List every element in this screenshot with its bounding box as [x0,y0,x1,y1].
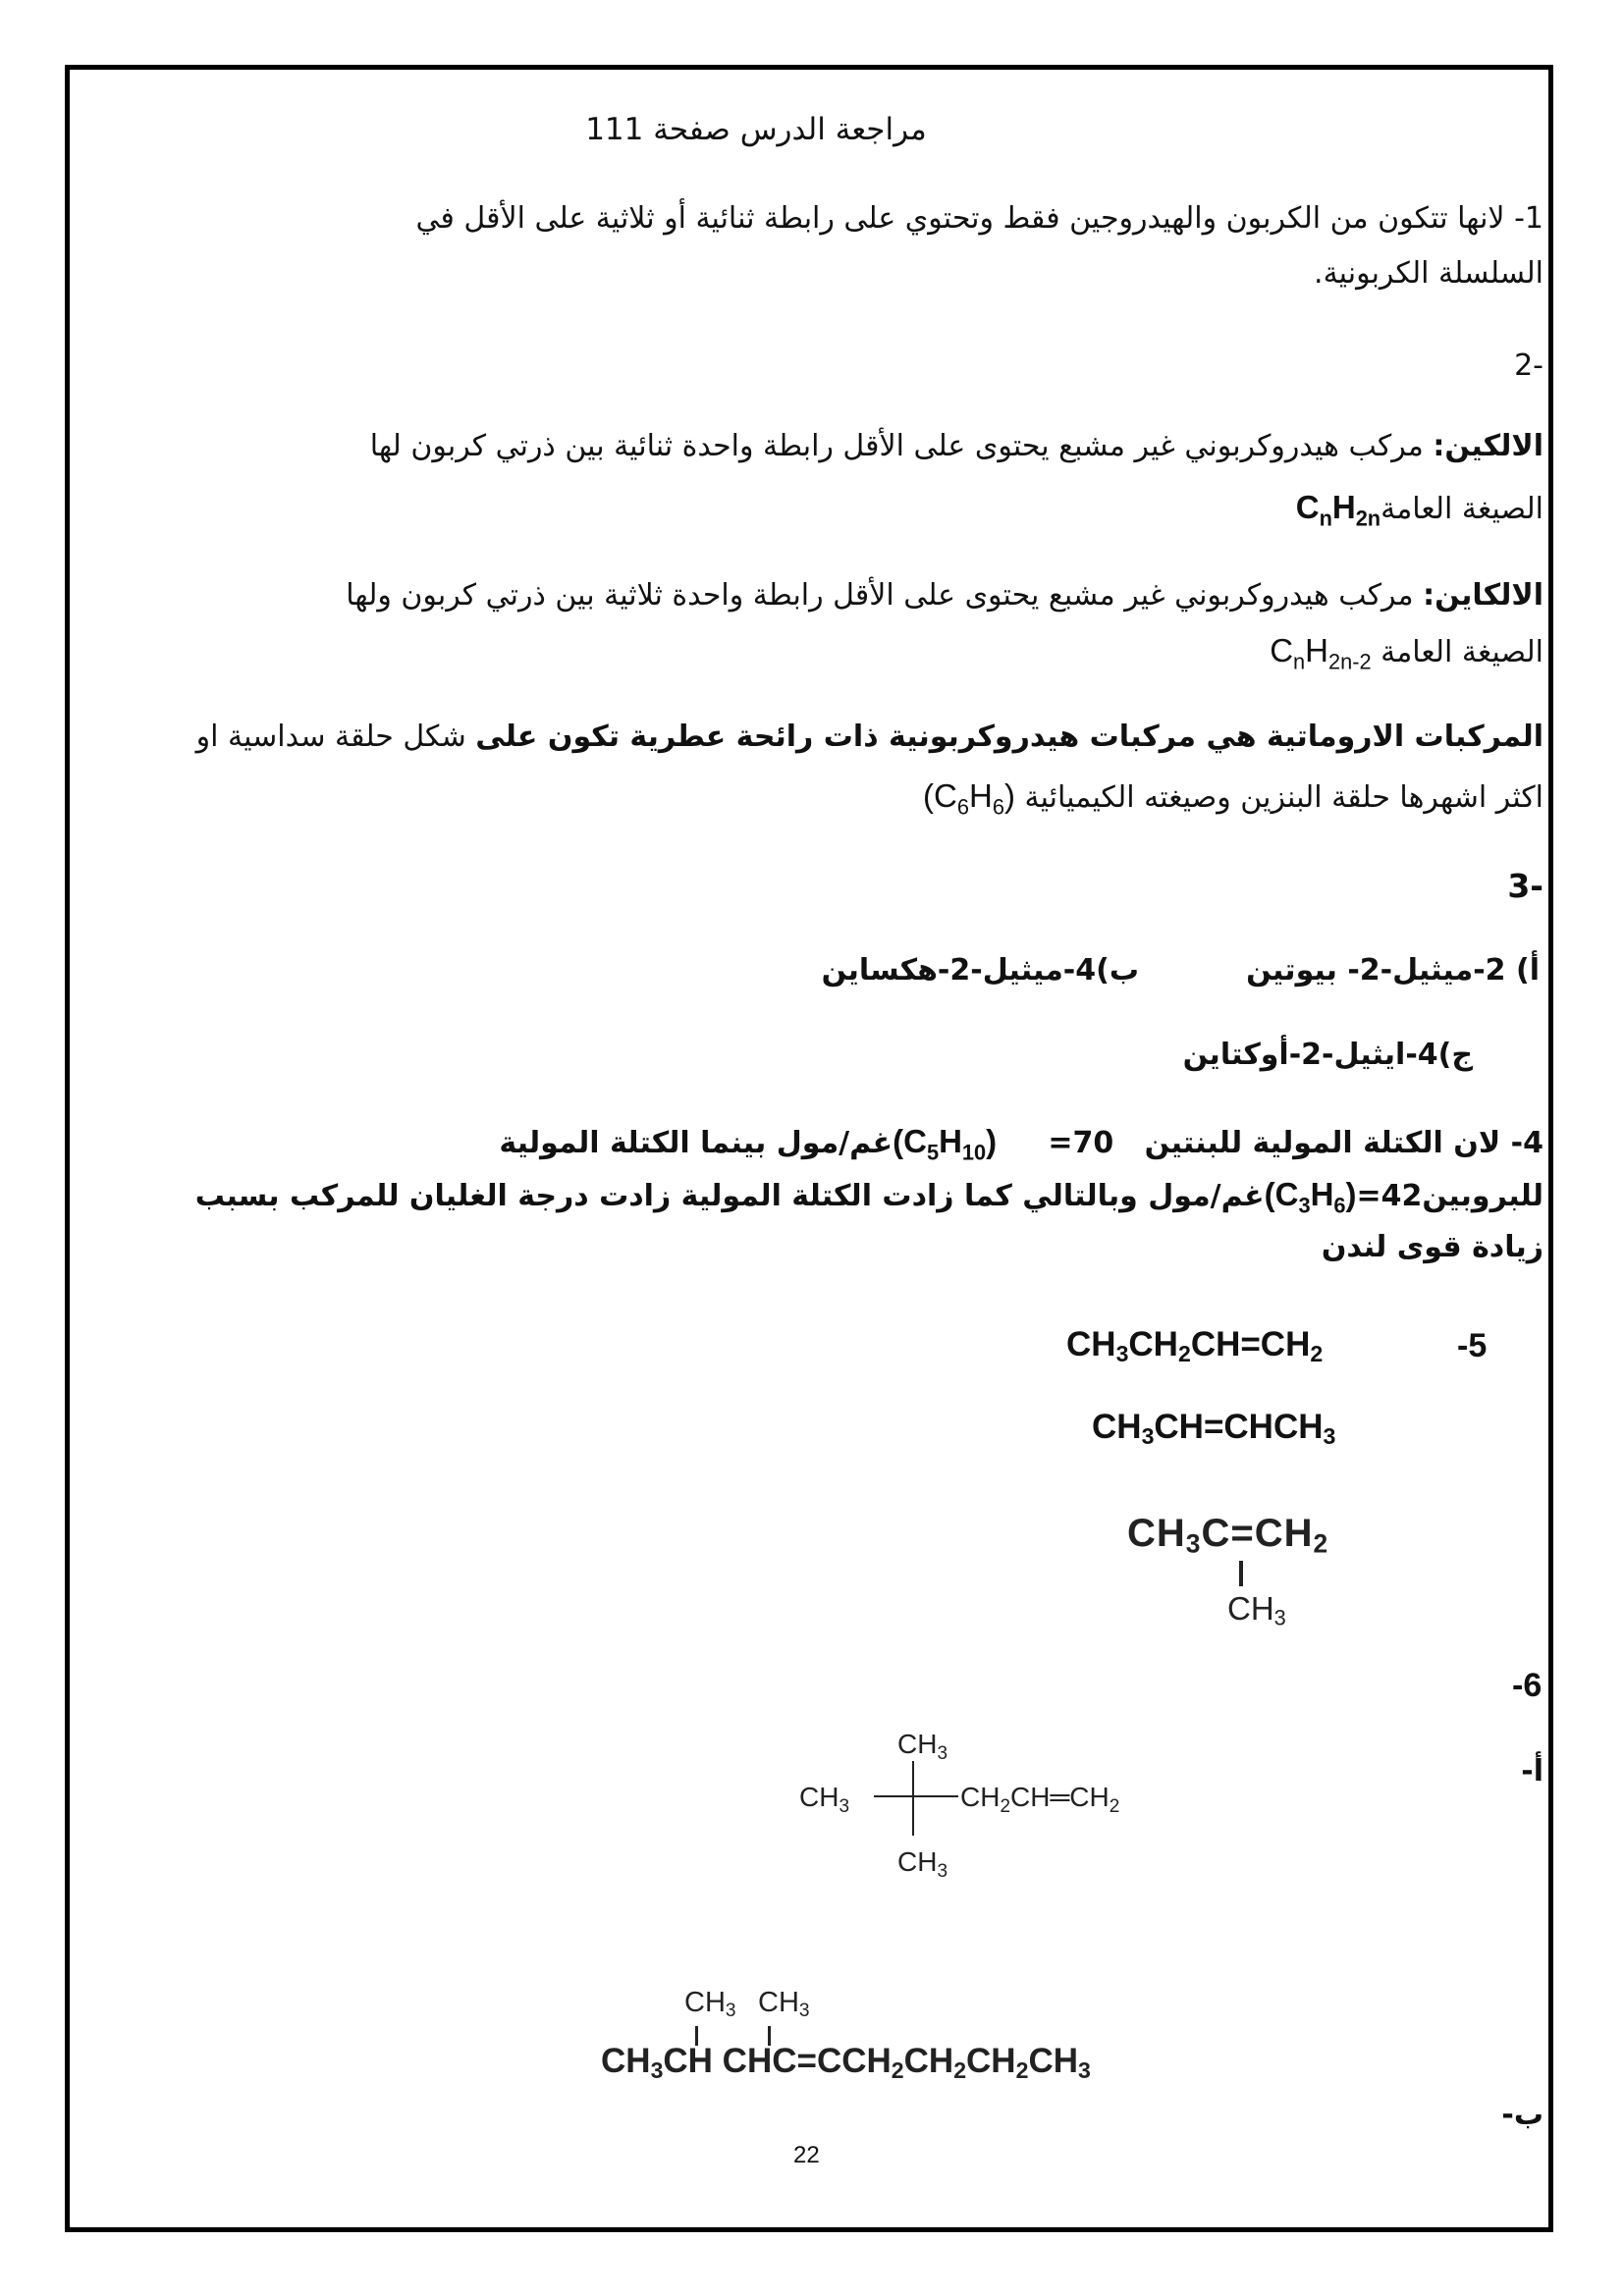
q6-a-label: أ- [1521,1754,1543,1789]
q6-b-label: ب- [1501,2098,1543,2132]
alkene-formula-line [687,481,1543,545]
q6-number: -6 [1512,1667,1543,1704]
a-bottom-group: $CH_3$ [897,1846,948,1882]
q4-line2-rest: =42غم/مول وبالتالي كما زادت الكتلة المولية زادت درجة الغليان للمركب بسبب [194,1179,1423,1213]
q1-line1: 1- لانها تتكون من الكربون والهيدروجين فقط وتحتوي على رابطة ثنائية أو ثلاثية على الأقل في [415,201,1543,236]
q4-line2-prefix: للبروبين [1422,1179,1543,1213]
aromatic-line2 [687,770,1543,833]
a-left-group: $CH_3$ [799,1782,850,1817]
alkene-formula-label: الصيغة العامة [1380,492,1543,526]
alkyne-formula-line [687,624,1543,688]
q3-answer-b: ب)4-ميثيل-2-هكساين [821,953,1139,988]
q3-number: -3 [1507,867,1543,905]
q5-formula-1: $CH_3CH_2CH=CH_2$ [1066,1325,1324,1366]
q5-formula-3-branch: $CH_3$ [1227,1590,1286,1630]
alkyne-text: مركب هيدروكربوني غير مشبع يحتوى على الأقل رابطة واحدة ثلاثية بين ذرتي كربون ولها [346,578,1424,613]
q3-answer-a: أ) 2-ميثيل-2- بيوتين [1246,953,1540,988]
q4-line1-value: =70غم/مول بينما الكتلة المولية [499,1126,1114,1160]
page-title: مراجعة الدرس صفحة 111 [585,112,927,147]
propene-formula: $(C_3H_6)$ [1264,1176,1357,1218]
q4-line3: زيادة قوى لندن [1321,1230,1543,1264]
alkyne-formula-label: الصيغة العامة [1380,635,1543,669]
pentene-formula: $(C_5H_{10})$ [893,1123,998,1165]
q4-line1-text: 4- لان الكتلة المولية للبنتين [1144,1126,1543,1160]
alkene-definition [128,420,1543,472]
q6-b-branch-2: $CH_3$ [758,1987,810,2021]
aromatic-rest: شكل حلقة سداسية او [195,720,476,754]
q5-formula-3-main: $CH_3C=CH_2$ [1127,1512,1329,1559]
alkyne-label: الالكاين: [1423,578,1543,613]
q6-a-structure [785,1728,1198,1895]
aromatic-line2-text: اكثر اشهرها حلقة البنزين وصيغته الكيميائية [1024,780,1543,815]
q6-b-main-chain: $CH_3CH$ $CHC=CCH_2CH_2CH_2CH_3$ [601,2042,1091,2083]
benzene-formula: $(C_6H_6)$ [923,777,1015,820]
alkene-text: مركب هيدروكربوني غير مشبع يحتوى على الأقل رابطة واحدة ثنائية بين ذرتي كربون لها [369,429,1434,463]
alkene-general-formula: $C_nH_{2n}$ [1295,489,1381,531]
aromatic-definition [128,711,1543,763]
page-number: 22 [793,2142,820,2168]
a-top-group: $CH_3$ [897,1729,948,1764]
alkene-label: الالكين: [1433,429,1543,463]
q5-number: -5 [1457,1327,1488,1364]
q1-line2: السلسلة الكربونية. [1314,256,1543,291]
q6-b-branch-1: $CH_3$ [684,1987,736,2021]
alkyne-general-formula: $C_nH_{2n-2}$ [1270,632,1372,674]
q2-number: -2 [1514,348,1543,383]
q5-formula-3-bond [1239,1561,1243,1586]
aromatic-bold: المركبات الاروماتية هي مركبات هيدروكربونية ذات رائحة عطرية تكون على [475,720,1543,754]
q5-formula-2: $CH_3CH=CHCH_3$ [1092,1408,1336,1449]
alkyne-definition [108,569,1543,621]
q3-answer-c: ج)4-ايثيل-2-أوكتاين [1182,1038,1473,1072]
a-right-group: $CH_2CH═CH_2$ [960,1782,1120,1817]
